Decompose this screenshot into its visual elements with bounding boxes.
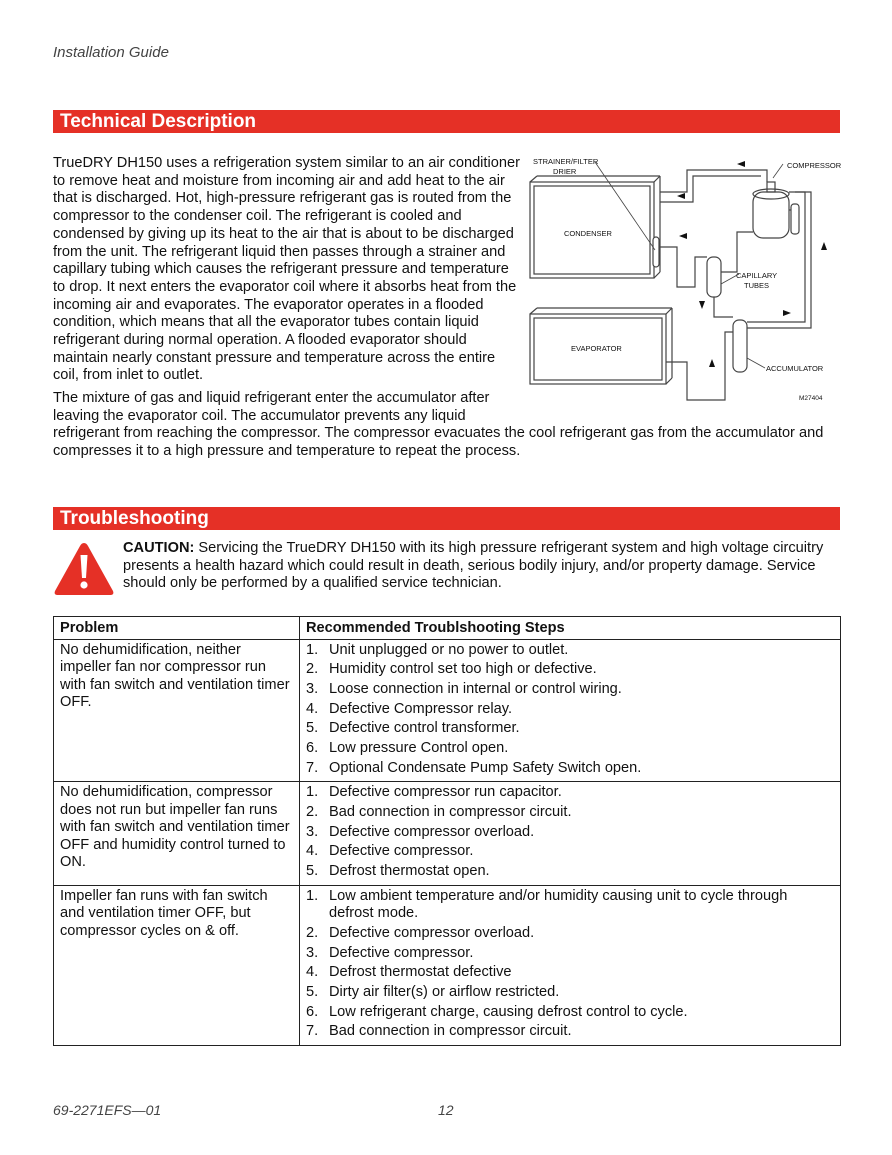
steps-cell [300,639,841,782]
footer-page-number: 12 [438,1102,454,1118]
list-item: 3. Defective compressor overload. [306,823,535,840]
list-item: 4. Defective Compressor relay. [306,700,513,717]
problem-cell: No dehumidification, compressor does not run but impeller fan runs with fan switch and ventilation timer OFF and humidity control turned to ON. [54,782,300,885]
label-capillary: CAPILLARY [736,271,778,280]
list-item: 1. Unit unplugged or no power to outlet. [306,641,569,658]
label-figure-code: M27404 [799,395,823,402]
label-compressor: COMPRESSOR [787,161,842,170]
list-item: 6. Low pressure Control open. [306,739,509,756]
label-evaporator: EVAPORATOR [571,344,622,353]
steps-cell [300,782,841,885]
column-header-problem: Problem [54,617,300,640]
list-item: 1. Defective compressor run capacitor. [306,784,562,801]
list-item: 5. Dirty air filter(s) or airflow restricted. [306,984,560,1000]
problem-cell: No dehumidification, neither impeller fan nor compressor run with fan switch and ventilation timer OFF. [54,639,300,782]
table-row [54,639,841,782]
label-strainer-filter: STRAINER/FILTER [533,157,599,166]
list-item: 7. Optional Condensate Pump Safety Switch open. [306,759,642,776]
troubleshooting-table [53,616,841,1046]
label-tubes: TUBES [744,281,770,290]
condenser-coil [530,176,660,278]
table-row [54,782,841,885]
problem-cell: Impeller fan runs with fan switch and ventilation timer OFF, but compressor cycles on & off. [54,885,300,1045]
label-drier: DRIER [553,167,577,176]
compressor [753,182,799,238]
label-accumulator: ACCUMULATOR [766,364,824,373]
list-item: 4. Defective compressor. [306,843,474,860]
steps-list [306,642,834,778]
list-item: 3. Defective compressor. [306,944,474,961]
footer-document-number: 69-2271EFS—01 [53,1102,162,1118]
steps-list [306,888,834,1041]
list-item: 7. Bad connection in compressor circuit. [306,1023,572,1040]
column-header-steps: Recommended Troublshooting Steps [300,617,841,640]
caution-text: Servicing the TrueDRY DH150 with its high pressure refrigerant system and high voltage circuitry presents a health hazard which could result in death, serious bodily injury, and/or property damage. Service should only be performed by a qualified service technician. [123,540,824,592]
list-item: 5. Defrost thermostat open. [306,863,490,880]
caution-notice [123,540,848,593]
warning-triangle-icon [53,541,115,597]
running-header: Installation Guide [53,44,169,61]
list-item: 5. Defective control transformer. [306,720,520,737]
list-item: 6. Low refrigerant charge, causing defrost control to cycle. [306,1003,688,1020]
technical-paragraph-1: TrueDRY DH150 uses a refrigeration system similar to an air conditioner to remove heat and moisture from incoming air and add heat to the air that is discharged. Hot, high-pressure refrigerant gas is routed from the compressor to the condenser coil. The refrigerant is cooled and condensed by giving up its heat to the air that is about to be discharged from the unit. The refrigerant liquid then passes through a strainer and capillary tubing which causes the refrigerant pressure and temperature to drop. It next enters the evaporator coil where it absorbs heat from the incoming air and evaporates. The evaporator operates in a flooded condition, which means that all the evaporator tubes contain liquid refrigerant during normal operation. A flooded evaporator should maintain nearly constant pressure and temperature across the entire coil, from inlet to outlet. [53,155,520,384]
table-row [54,885,841,1045]
label-condenser: CONDENSER [564,229,612,238]
section-heading-troubleshooting: Troubleshooting [53,507,840,530]
list-item: 3. Loose connection in internal or control wiring. [306,680,622,697]
caution-label: CAUTION: [123,540,195,556]
technical-paragraph-2-end: refrigerant from reaching the compressor. The compressor evacuates the cool refrigerant gas from the accumulator and compresses it to a high pressure and temperature to repeat the process. [53,425,824,459]
steps-list [306,784,834,880]
section-heading-technical-description: Technical Description [53,110,840,133]
technical-paragraph-2-start: The mixture of gas and liquid refrigerant enter the accumulator after leaving the evaporator coil. The accumulator prevents any liquid [53,390,490,424]
steps-cell [300,885,841,1045]
list-item: 4. Defrost thermostat defective [306,964,512,981]
table-header-row [54,617,841,640]
list-item: 1. Low ambient temperature and/or humidity causing unit to cycle through defrost mode. [306,887,788,922]
list-item: 2. Bad connection in compressor circuit. [306,804,572,820]
list-item: 2. Humidity control set too high or defective. [306,661,597,678]
refrigeration-diagram [527,152,845,407]
list-item: 2. Defective compressor overload. [306,924,535,941]
